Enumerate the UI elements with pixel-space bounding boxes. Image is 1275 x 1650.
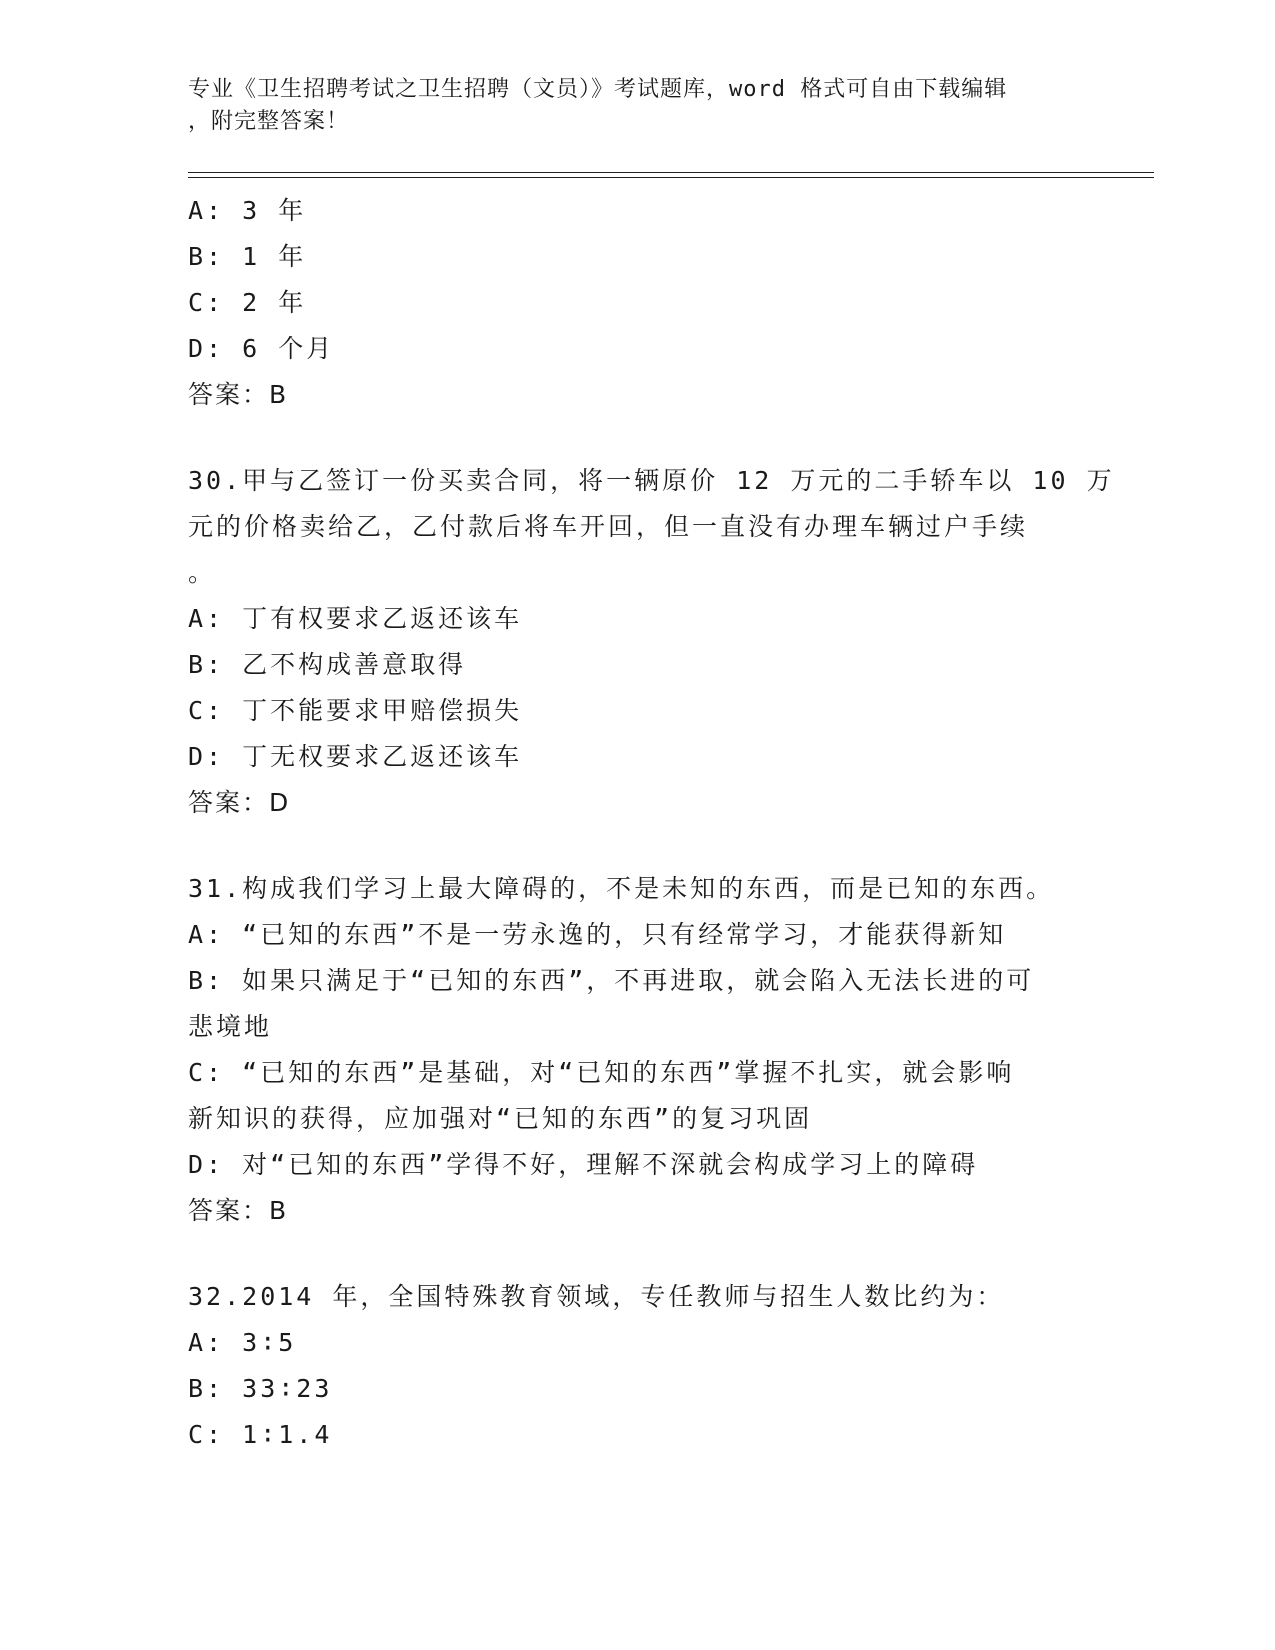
answer-line: 答案：B [188, 1196, 289, 1225]
option-c: C: “已知的东西”是基础，对“已知的东西”掌握不扎实，就会影响 [188, 1058, 1015, 1087]
question-32 [188, 1274, 1088, 1458]
spacer [188, 826, 1088, 866]
option-d: D: 对“已知的东西”学得不好，理解不深就会构成学习上的障碍 [188, 1150, 979, 1179]
option-a: A: 丁有权要求乙返还该车 [188, 604, 523, 633]
option-d: D: 丁无权要求乙返还该车 [188, 742, 523, 771]
question-30 [188, 458, 1115, 826]
option-d: D: 6 个月 [188, 334, 335, 363]
question-stem: 31.构成我们学习上最大障碍的，不是未知的东西，而是已知的东西。 [188, 874, 1055, 903]
header-line-1: 专业《卫生招聘考试之卫生招聘（文员）》考试题库，word 格式可自由下载编辑 [188, 77, 1008, 102]
option-a: A: 3 年 [188, 196, 307, 225]
document-header [188, 74, 1068, 138]
option-a: A: 3∶5 [188, 1328, 297, 1357]
spacer [188, 1234, 1088, 1274]
option-c: C: 2 年 [188, 288, 307, 317]
question-stem: 32.2014 年，全国特殊教育领域，专任教师与招生人数比约为： [188, 1282, 1005, 1311]
option-b: B: 乙不构成善意取得 [188, 650, 467, 679]
option-c-continued: 新知识的获得，应加强对“已知的东西”的复习巩固 [188, 1104, 813, 1133]
option-b: B: 1 年 [188, 242, 307, 271]
answer-line: 答案：D [188, 788, 291, 817]
question-list [188, 188, 1115, 1458]
header-rule-top [188, 172, 1154, 173]
question-stem: 元的价格卖给乙，乙付款后将车开回，但一直没有办理车辆过户手续 [188, 512, 1029, 541]
option-a: A: “已知的东西”不是一劳永逸的，只有经常学习，才能获得新知 [188, 920, 1007, 949]
spacer [188, 418, 1088, 458]
question-31 [188, 866, 1088, 1234]
question-stem: 。 [188, 558, 217, 587]
header-rule-bottom [188, 177, 1154, 178]
option-b-continued: 悲境地 [188, 1012, 273, 1041]
option-c: C: 1∶1.4 [188, 1420, 333, 1449]
option-b: B: 33∶23 [188, 1374, 333, 1403]
question-29 [188, 188, 1088, 418]
question-stem: 30.甲与乙签订一份买卖合同，将一辆原价 12 万元的二手轿车以 10 万 [188, 466, 1115, 495]
option-c: C: 丁不能要求甲赔偿损失 [188, 696, 523, 725]
option-b: B: 如果只满足于“已知的东西”，不再进取，就会陷入无法长进的可 [188, 966, 1035, 995]
answer-line: 答案：B [188, 380, 289, 409]
header-line-2: ，附完整答案！ [188, 109, 350, 134]
